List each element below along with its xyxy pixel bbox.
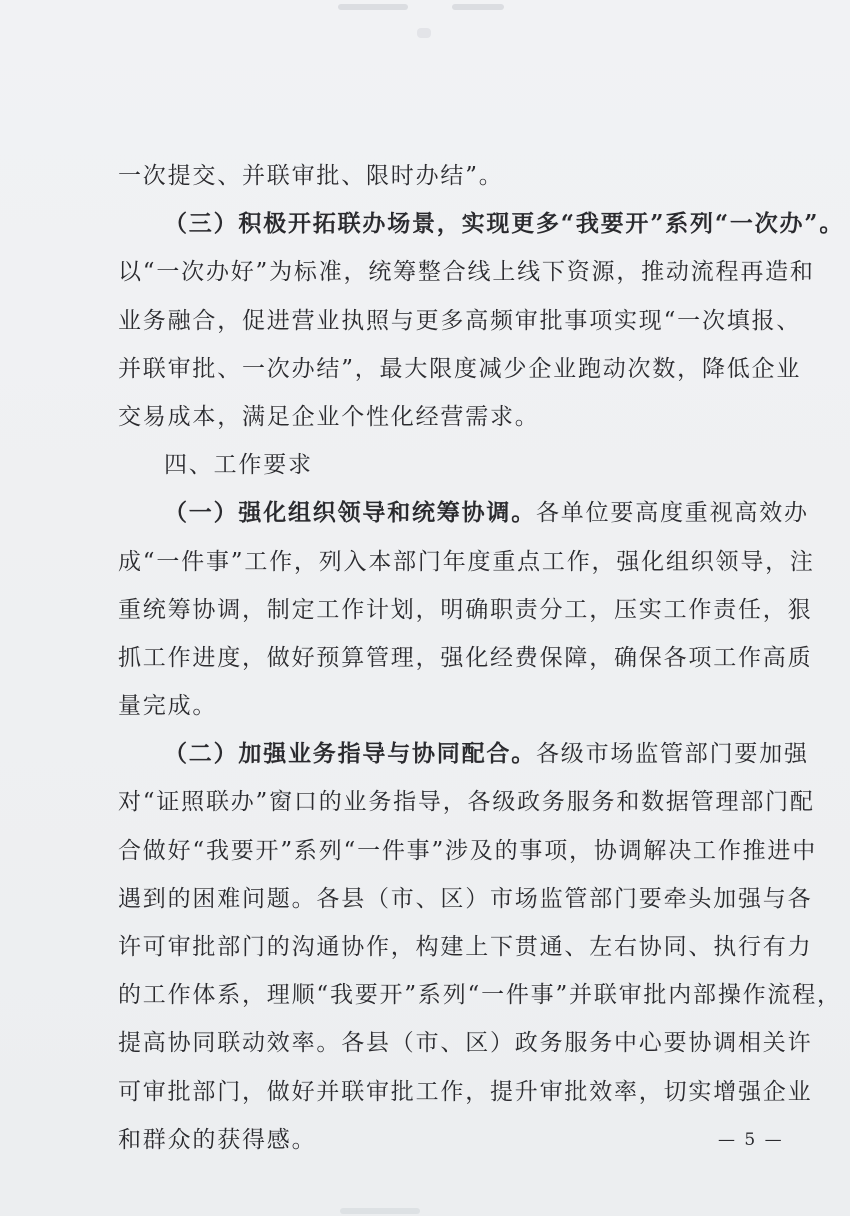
paragraph-line: 交易成本，满足企业个性化经营需求。 — [118, 403, 540, 430]
paragraph-line: 并联审批、一次办结”，最大限度减少企业跑动次数，降低企业 — [118, 355, 802, 382]
scan-artifact — [338, 4, 408, 10]
section-heading-1: （一）强化组织领导和统筹协调。各单位要高度重视高效办 — [164, 499, 809, 527]
scan-artifact — [340, 1208, 420, 1214]
paragraph-line: 业务融合，促进营业执照与更多高频审批事项实现“一次填报、 — [118, 307, 802, 334]
section-heading-3: （三）积极开拓联办场景，实现更多“我要开”系列“一次办”。 — [164, 210, 845, 238]
paragraph-line: 的工作体系，理顺“我要开”系列“一件事”并联审批内部操作流程， — [118, 982, 842, 1009]
document-body — [118, 152, 845, 1164]
paragraph-line: 合做好“我要开”系列“一件事”涉及的事项，协调解决工作推进中 — [118, 837, 818, 864]
section-heading-2: （二）加强业务指导与协同配合。各级市场监管部门要加强 — [164, 740, 809, 768]
scan-artifact — [452, 4, 504, 10]
paragraph-line: 许可审批部门的沟通协作，构建上下贯通、左右协同、执行有力 — [118, 934, 813, 960]
paragraph-line: 重统筹协调，制定工作计划，明确职责分工，压实工作责任，狠 — [118, 596, 813, 623]
paragraph-line: 和群众的获得感。 — [118, 1126, 317, 1153]
paragraph-line: 遇到的困难问题。各县（市、区）市场监管部门要牵头加强与各 — [118, 885, 813, 912]
paragraph-line: 成“一件事”工作，列入本部门年度重点工作，强化组织领导，注 — [118, 548, 815, 575]
scan-artifact — [417, 28, 431, 38]
paragraph-line: 抓工作进度，做好预算管理，强化经费保障，确保各项工作高质 — [118, 644, 813, 671]
page-number: — 5 — — [718, 1130, 784, 1150]
paragraph-line: 量完成。 — [118, 693, 218, 720]
paragraph-line: 以“一次办好”为标准，统筹整合线上线下资源，推动流程再造和 — [118, 259, 815, 286]
paragraph-line: 一次提交、并联审批、限时办结”。 — [118, 163, 504, 189]
paragraph-line: 对“证照联办”窗口的业务指导，各级政务服务和数据管理部门配 — [118, 789, 815, 816]
paragraph-line: 提高协同联动效率。各县（市、区）政务服务中心要协调相关许 — [118, 1030, 813, 1057]
paragraph-line: 可审批部门，做好并联审批工作，提升审批效率，切实增强企业 — [118, 1078, 813, 1105]
chapter-heading: 四、工作要求 — [164, 452, 313, 479]
